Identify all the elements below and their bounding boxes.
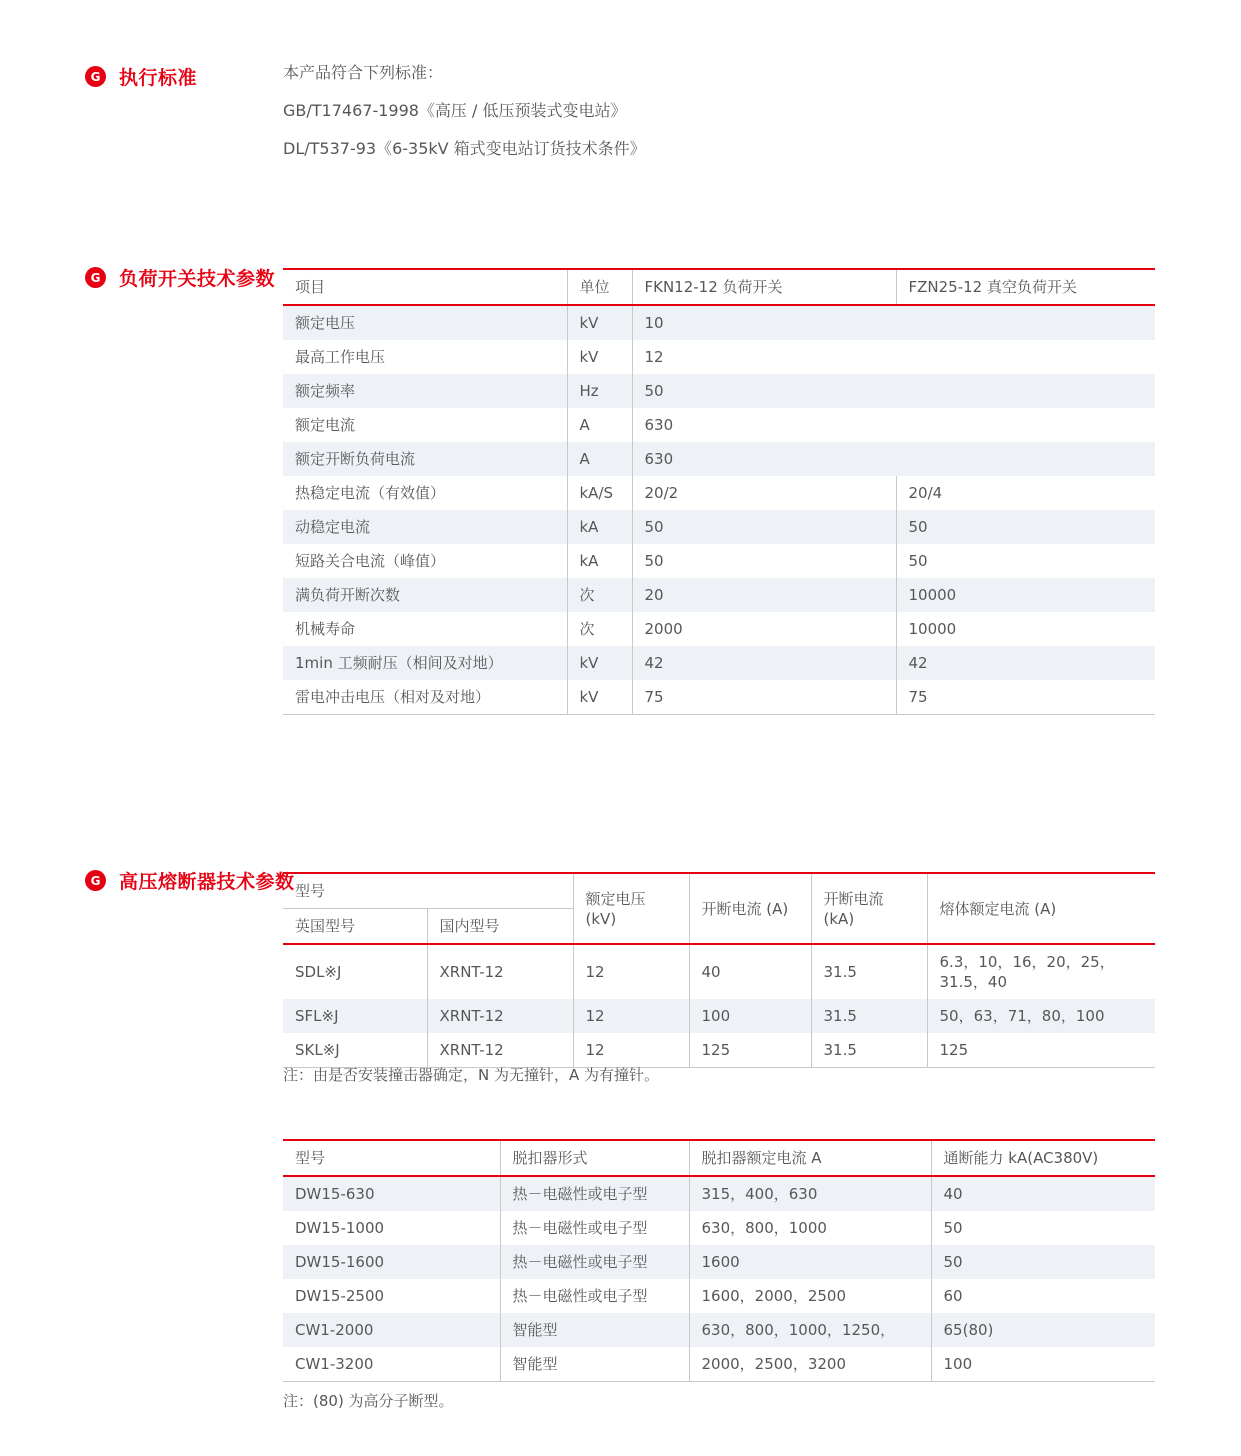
section-loadswitch-header [85,264,275,291]
table-cell: A [567,408,632,442]
table-cell: 75 [896,680,1155,715]
table-row [283,578,1155,612]
table-cell: 短路关合电流（峰值） [295,552,446,570]
column-header: 型号 [283,1140,500,1176]
table-cell: 次 [567,578,632,612]
table-cell: 50 [632,374,1155,408]
table-cell: 12 [573,944,689,999]
table-cell: A [567,442,632,476]
table-cell: DW15-1000 [295,1219,385,1237]
load-switch-table [283,268,1155,715]
section-title-fuse: 高压熔断器技术参数 [119,871,295,893]
table-cell: DW15-2500 [295,1287,385,1305]
table-cell: 热－电磁性或电子型 [500,1211,689,1245]
table-cell: 20/4 [896,476,1155,510]
table-cell: 机械寿命 [295,620,356,638]
table-header [283,269,1155,305]
table-cell: 满负荷开断次数 [295,586,401,604]
table-cell: kV [567,646,632,680]
table-cell: 12 [573,1033,689,1068]
table-cell: 10000 [896,578,1155,612]
table-cell: 10 [632,305,1155,340]
table-row [283,442,1155,476]
table-cell: 12 [632,340,1155,374]
section-standards-header [85,63,197,90]
table-row [283,1279,1155,1313]
table-cell: 1600 [689,1245,931,1279]
table-row [283,510,1155,544]
table-row [283,1245,1155,1279]
table-row [283,1211,1155,1245]
table-cell: 20/2 [632,476,896,510]
table-row [283,1347,1155,1382]
table-row [283,408,1155,442]
table-cell: SKL※J [283,1033,427,1068]
table-cell: DW15-630 [295,1185,375,1203]
table-cell: 1600，2000，2500 [689,1279,931,1313]
table-cell: 50 [931,1245,1155,1279]
brand-bullet-icon: G [85,267,106,288]
table-cell: 雷电冲击电压（相对及对地） [283,680,567,715]
table-cell: 50 [896,510,1155,544]
table-cell: 50 [632,510,896,544]
column-header: 项目 [283,269,567,305]
table-cell: 630，800，1000 [689,1211,931,1245]
column-header: 通断能力 kA(AC380V) [931,1140,1155,1176]
table-cell: 630 [632,408,1155,442]
table-cell: 6.3，10，16，20，25，31.5，40 [927,944,1155,999]
fuse-table [283,872,1155,1068]
table-cell: 31.5 [811,999,927,1033]
table-cell: 75 [632,680,896,715]
table-cell: 热稳定电流（有效值） [295,484,446,502]
standards-line: GB/T17467-1998《高压 / 低压预装式变电站》 [283,101,627,120]
table-row [283,544,1155,578]
table-cell: XRNT-12 [427,944,573,999]
table-cell: 31.5 [811,1033,927,1068]
standards-line: DL/T537-93《6-35kV 箱式变电站订货技术条件》 [283,139,646,158]
table-cell: 热－电磁性或电子型 [500,1279,689,1313]
table-cell: 315，400，630 [689,1176,931,1211]
breaker-table-wrap [283,1139,1155,1382]
table-cell: 50 [896,544,1155,578]
standards-line: 本产品符合下列标准： [283,63,444,82]
table-body [283,944,1155,1068]
table-cell: 31.5 [811,944,927,999]
table-cell: kA [567,544,632,578]
table-row [283,1176,1155,1211]
table-row [283,340,1155,374]
table-cell: 热－电磁性或电子型 [500,1176,689,1211]
table-cell: SDL※J [295,963,342,981]
column-header: 开断电流 (kA) [811,873,927,944]
fuse-table-wrap [283,872,1155,1068]
table-cell: 125 [689,1033,811,1068]
table-cell: 热－电磁性或电子型 [500,1245,689,1279]
table-cell: 动稳定电流 [295,518,371,536]
table-cell: CW1-3200 [283,1347,500,1382]
breaker-table [283,1139,1155,1382]
standards-text-block [283,54,646,168]
section-title-loadswitch: 负荷开关技术参数 [119,268,276,290]
table-cell: 智能型 [500,1313,689,1347]
table-cell: 20 [632,578,896,612]
table-cell: 智能型 [500,1347,689,1382]
table-row [283,305,1155,340]
table-cell: kV [567,305,632,340]
table-cell: kV [567,680,632,715]
breaker-table-note: 注：(80) 为高分子断型。 [283,1392,454,1410]
section-title-standards: 执行标准 [119,67,198,89]
table-cell: 最高工作电压 [295,348,386,366]
table-cell: 50 [632,544,896,578]
table-row [283,1313,1155,1347]
table-cell: 50，63，71，80，100 [927,999,1155,1033]
table-header [283,1140,1155,1176]
table-row [283,680,1155,715]
table-cell: 125 [927,1033,1155,1068]
fuse-table-note: 注：由是否安装撞击器确定，N 为无撞针，A 为有撞针。 [283,1066,660,1084]
table-body [283,305,1155,715]
column-header: 熔体额定电流 (A) [927,873,1155,944]
column-header: 额定电压 (kV) [573,873,689,944]
table-cell: 50 [931,1211,1155,1245]
column-header: 英国型号 [283,909,427,945]
table-cell: 40 [931,1176,1155,1211]
table-cell: kV [567,340,632,374]
table-row [283,612,1155,646]
table-cell: SFL※J [295,1007,339,1025]
table-cell: 额定频率 [295,382,356,400]
column-header: 开断电流 (A) [689,873,811,944]
table-row [283,999,1155,1033]
table-cell: 12 [573,999,689,1033]
table-cell: 42 [896,646,1155,680]
table-cell: CW1-2000 [295,1321,374,1339]
table-cell: Hz [567,374,632,408]
table-cell: XRNT-12 [427,999,573,1033]
table-row [283,374,1155,408]
table-cell: 630 [632,442,1155,476]
table-cell: 2000 [632,612,896,646]
table-cell: 100 [931,1347,1155,1382]
table-header [283,873,1155,944]
table-row [283,646,1155,680]
table-row [283,476,1155,510]
table-row [283,944,1155,999]
table-body [283,1176,1155,1382]
table-cell: 42 [632,646,896,680]
section-fuse-header [85,867,295,894]
table-cell: DW15-1600 [295,1253,385,1271]
table-cell: 65(80) [931,1313,1155,1347]
column-header: 单位 [567,269,632,305]
table-row [283,1033,1155,1068]
table-cell: 40 [689,944,811,999]
table-cell: 2000，2500，3200 [689,1347,931,1382]
column-header: 脱扣器额定电流 A [689,1140,931,1176]
table-cell: 10000 [896,612,1155,646]
brand-bullet-icon: G [85,870,106,891]
table-cell: 1min 工频耐压（相间及对地） [295,654,503,672]
column-header: FZN25-12 真空负荷开关 [896,269,1155,305]
table-cell: kA [567,510,632,544]
table-cell: 额定电流 [295,416,356,434]
column-header: FKN12-12 负荷开关 [632,269,896,305]
table-cell: 额定开断负荷电流 [295,450,416,468]
table-cell: kA/S [567,476,632,510]
column-header: 脱扣器形式 [500,1140,689,1176]
table-cell: 次 [567,612,632,646]
table-cell: XRNT-12 [427,1033,573,1068]
table-cell: 额定电压 [295,314,356,332]
column-header: 国内型号 [427,909,573,945]
load-switch-table-wrap [283,268,1155,715]
column-header-model-group: 型号 [283,873,573,909]
table-cell: 60 [931,1279,1155,1313]
brand-bullet-icon: G [85,66,106,87]
table-cell: 100 [689,999,811,1033]
table-cell: 630，800，1000，1250， [689,1313,931,1347]
